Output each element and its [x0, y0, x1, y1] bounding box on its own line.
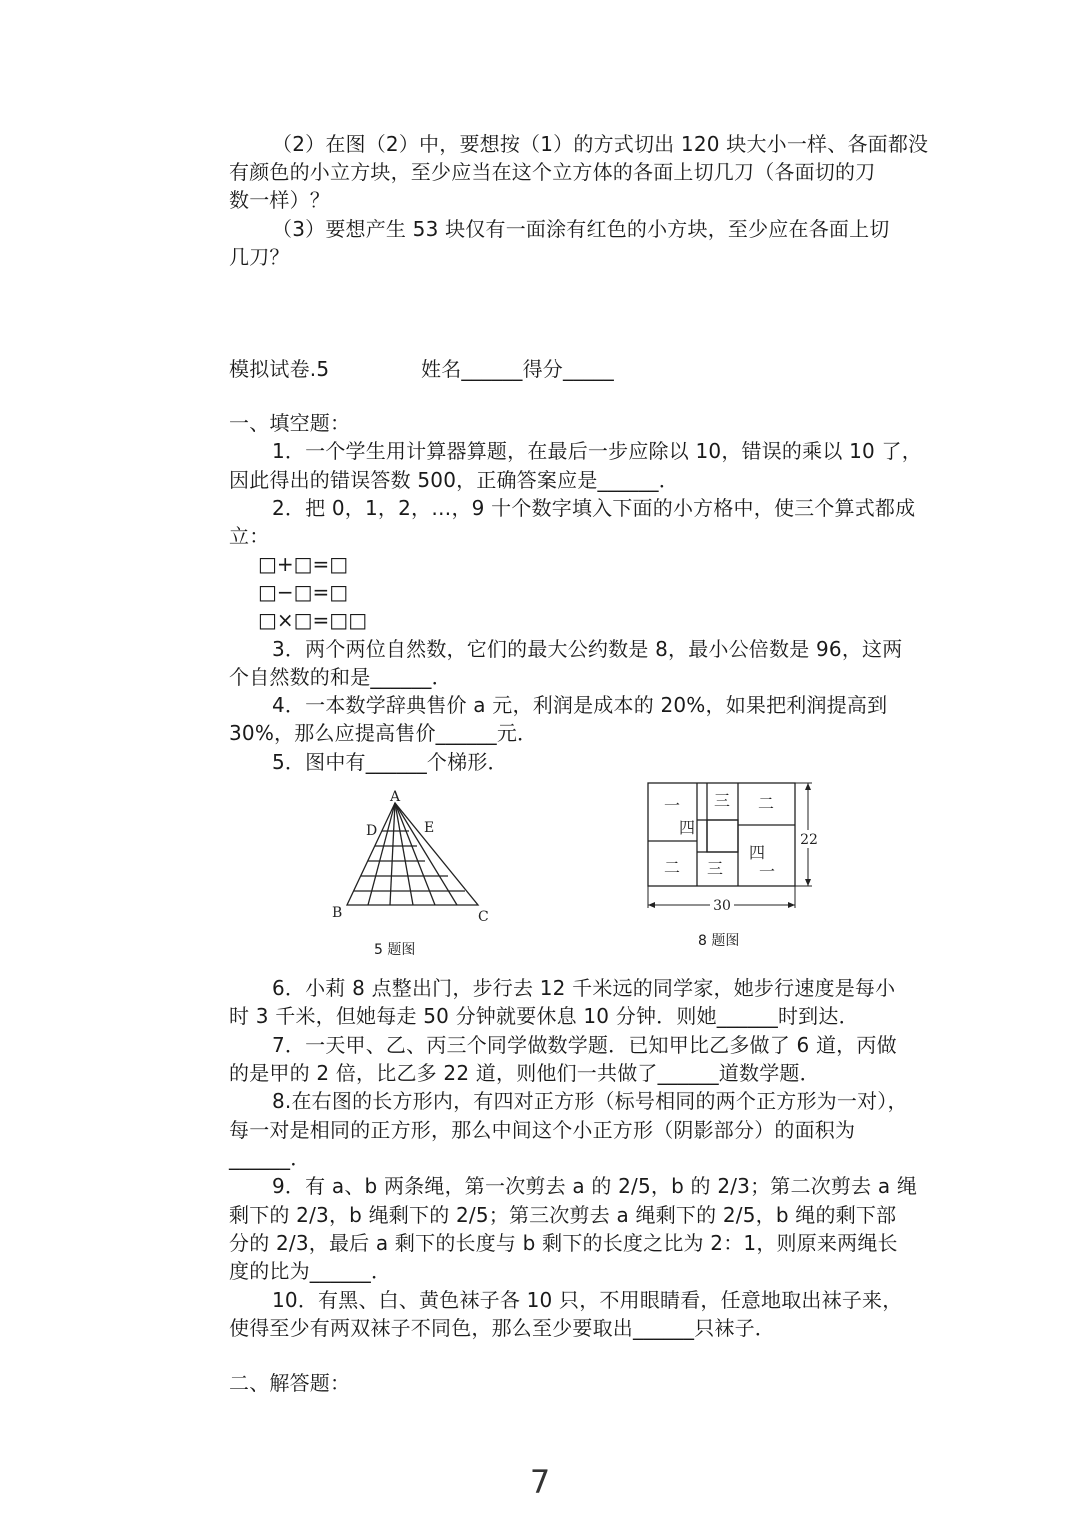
- figure-8-rectangle: [640, 775, 830, 920]
- q4-line-1: 4．一本数学辞典售价 a 元，利润是成本的 20%，如果把利润提高到: [272, 693, 888, 717]
- q1-line-2: 因此得出的错误答数 500，正确答案应是______．: [229, 468, 679, 492]
- intro-line-2: 有颜色的小立方块，至少应当在这个立方体的各面上切几刀（各面切的刀: [229, 160, 876, 184]
- page-number: 7: [529, 1463, 551, 1501]
- q7-line-1: 7．一天甲、乙、丙三个同学做数学题．已知甲比乙多做了 6 道，丙做: [272, 1033, 897, 1057]
- q1-line-1: 1．一个学生用计算器算题，在最后一步应除以 10，错误的乘以 10 了，: [272, 439, 922, 463]
- intro-line-1: （2）在图（2）中，要想按（1）的方式切出 120 块大小一样、各面都没: [272, 132, 929, 156]
- label-e: E: [424, 820, 435, 836]
- figure-5-caption: 5 题图: [374, 942, 416, 958]
- equation-multiply: □×□=□□: [258, 608, 368, 632]
- label-d: D: [366, 823, 378, 839]
- q3-line-1: 3．两个两位自然数，它们的最大公约数是 8，最小公倍数是 96，这两: [272, 637, 903, 661]
- section2-heading: 二、解答题：: [229, 1371, 351, 1395]
- q6-line-1: 6．小莉 8 点整出门，步行去 12 千米远的同学家，她步行速度是每小: [272, 976, 896, 1000]
- square-label-7: 三: [706, 859, 724, 878]
- intro-line-3: 数一样）？: [229, 188, 330, 212]
- shaded-center-square: [707, 820, 738, 852]
- figure-5-triangle: [320, 785, 510, 945]
- q2-line-1: 2．把 0，1，2，…，9 十个数字填入下面的小方格中，使三个算式都成: [272, 496, 916, 520]
- q10-line-2: 使得至少有两双袜子不同色，那么至少要取出______只袜子．: [229, 1316, 775, 1340]
- label-c: C: [478, 909, 489, 925]
- square-label-4: 四: [678, 818, 696, 837]
- q6-line-2: 时 3 千米，但她每走 50 分钟就要休息 10 分钟．则她______时到达．: [229, 1004, 859, 1028]
- q2-line-2: 立：: [229, 524, 270, 548]
- q9-line-4: 度的比为______．: [229, 1259, 392, 1283]
- square-label-6: 二: [663, 858, 681, 877]
- q10-line-1: 10．有黑、白、黄色袜子各 10 只，不用眼睛看，任意地取出袜子来，: [272, 1288, 903, 1312]
- figure-8-caption: 8 题图: [698, 933, 740, 949]
- section1-heading: 一、填空题：: [229, 411, 351, 435]
- q3-line-2: 个自然数的和是______．: [229, 665, 452, 689]
- name-score-field: 姓名______得分_____: [421, 357, 614, 381]
- square-label-2: 三: [713, 791, 731, 810]
- q9-line-2: 剩下的 2/3，b 绳剩下的 2/5；第三次剪去 a 绳剩下的 2/5，b 绳的剩下部: [229, 1203, 897, 1227]
- square-label-5: 四: [748, 843, 766, 862]
- equation-add: □+□=□: [258, 552, 349, 576]
- dimension-width: 30: [713, 898, 731, 914]
- dimension-height: 22: [800, 832, 818, 848]
- label-a: A: [390, 789, 401, 805]
- equation-subtract: □−□=□: [258, 580, 349, 604]
- square-label-8: 一: [758, 862, 776, 881]
- square-label-3: 二: [757, 794, 775, 813]
- q5-line-1: 5．图中有______个梯形．: [272, 750, 508, 774]
- q8-line-1: 8.在右图的长方形内，有四对正方形（标号相同的两个正方形为一对），: [272, 1089, 908, 1113]
- intro-line-4: （3）要想产生 53 块仅有一面涂有红色的小方块，至少应在各面上切: [272, 217, 890, 241]
- q8-line-2: 每一对是相同的正方形，那么中间这个小正方形（阴影部分）的面积为: [229, 1118, 856, 1142]
- intro-line-5: 几刀？: [229, 245, 290, 269]
- q7-line-2: 的是甲的 2 倍，比乙多 22 道，则他们一共做了______道数学题．: [229, 1061, 820, 1085]
- q4-line-2: 30%，那么应提高售价______元．: [229, 721, 538, 745]
- q8-line-3: ______．: [229, 1146, 311, 1170]
- label-b: B: [332, 905, 343, 921]
- q9-line-1: 9．有 a、b 两条绳，第一次剪去 a 的 2/5，b 的 2/3；第二次剪去 a 绳: [272, 1174, 918, 1198]
- q9-line-3: 分的 2/3，最后 a 剩下的长度与 b 剩下的长度之比为 2：1，则原来两绳长: [229, 1231, 898, 1255]
- square-label-1: 一: [663, 796, 681, 815]
- exam-title: 模拟试卷.5: [229, 357, 330, 381]
